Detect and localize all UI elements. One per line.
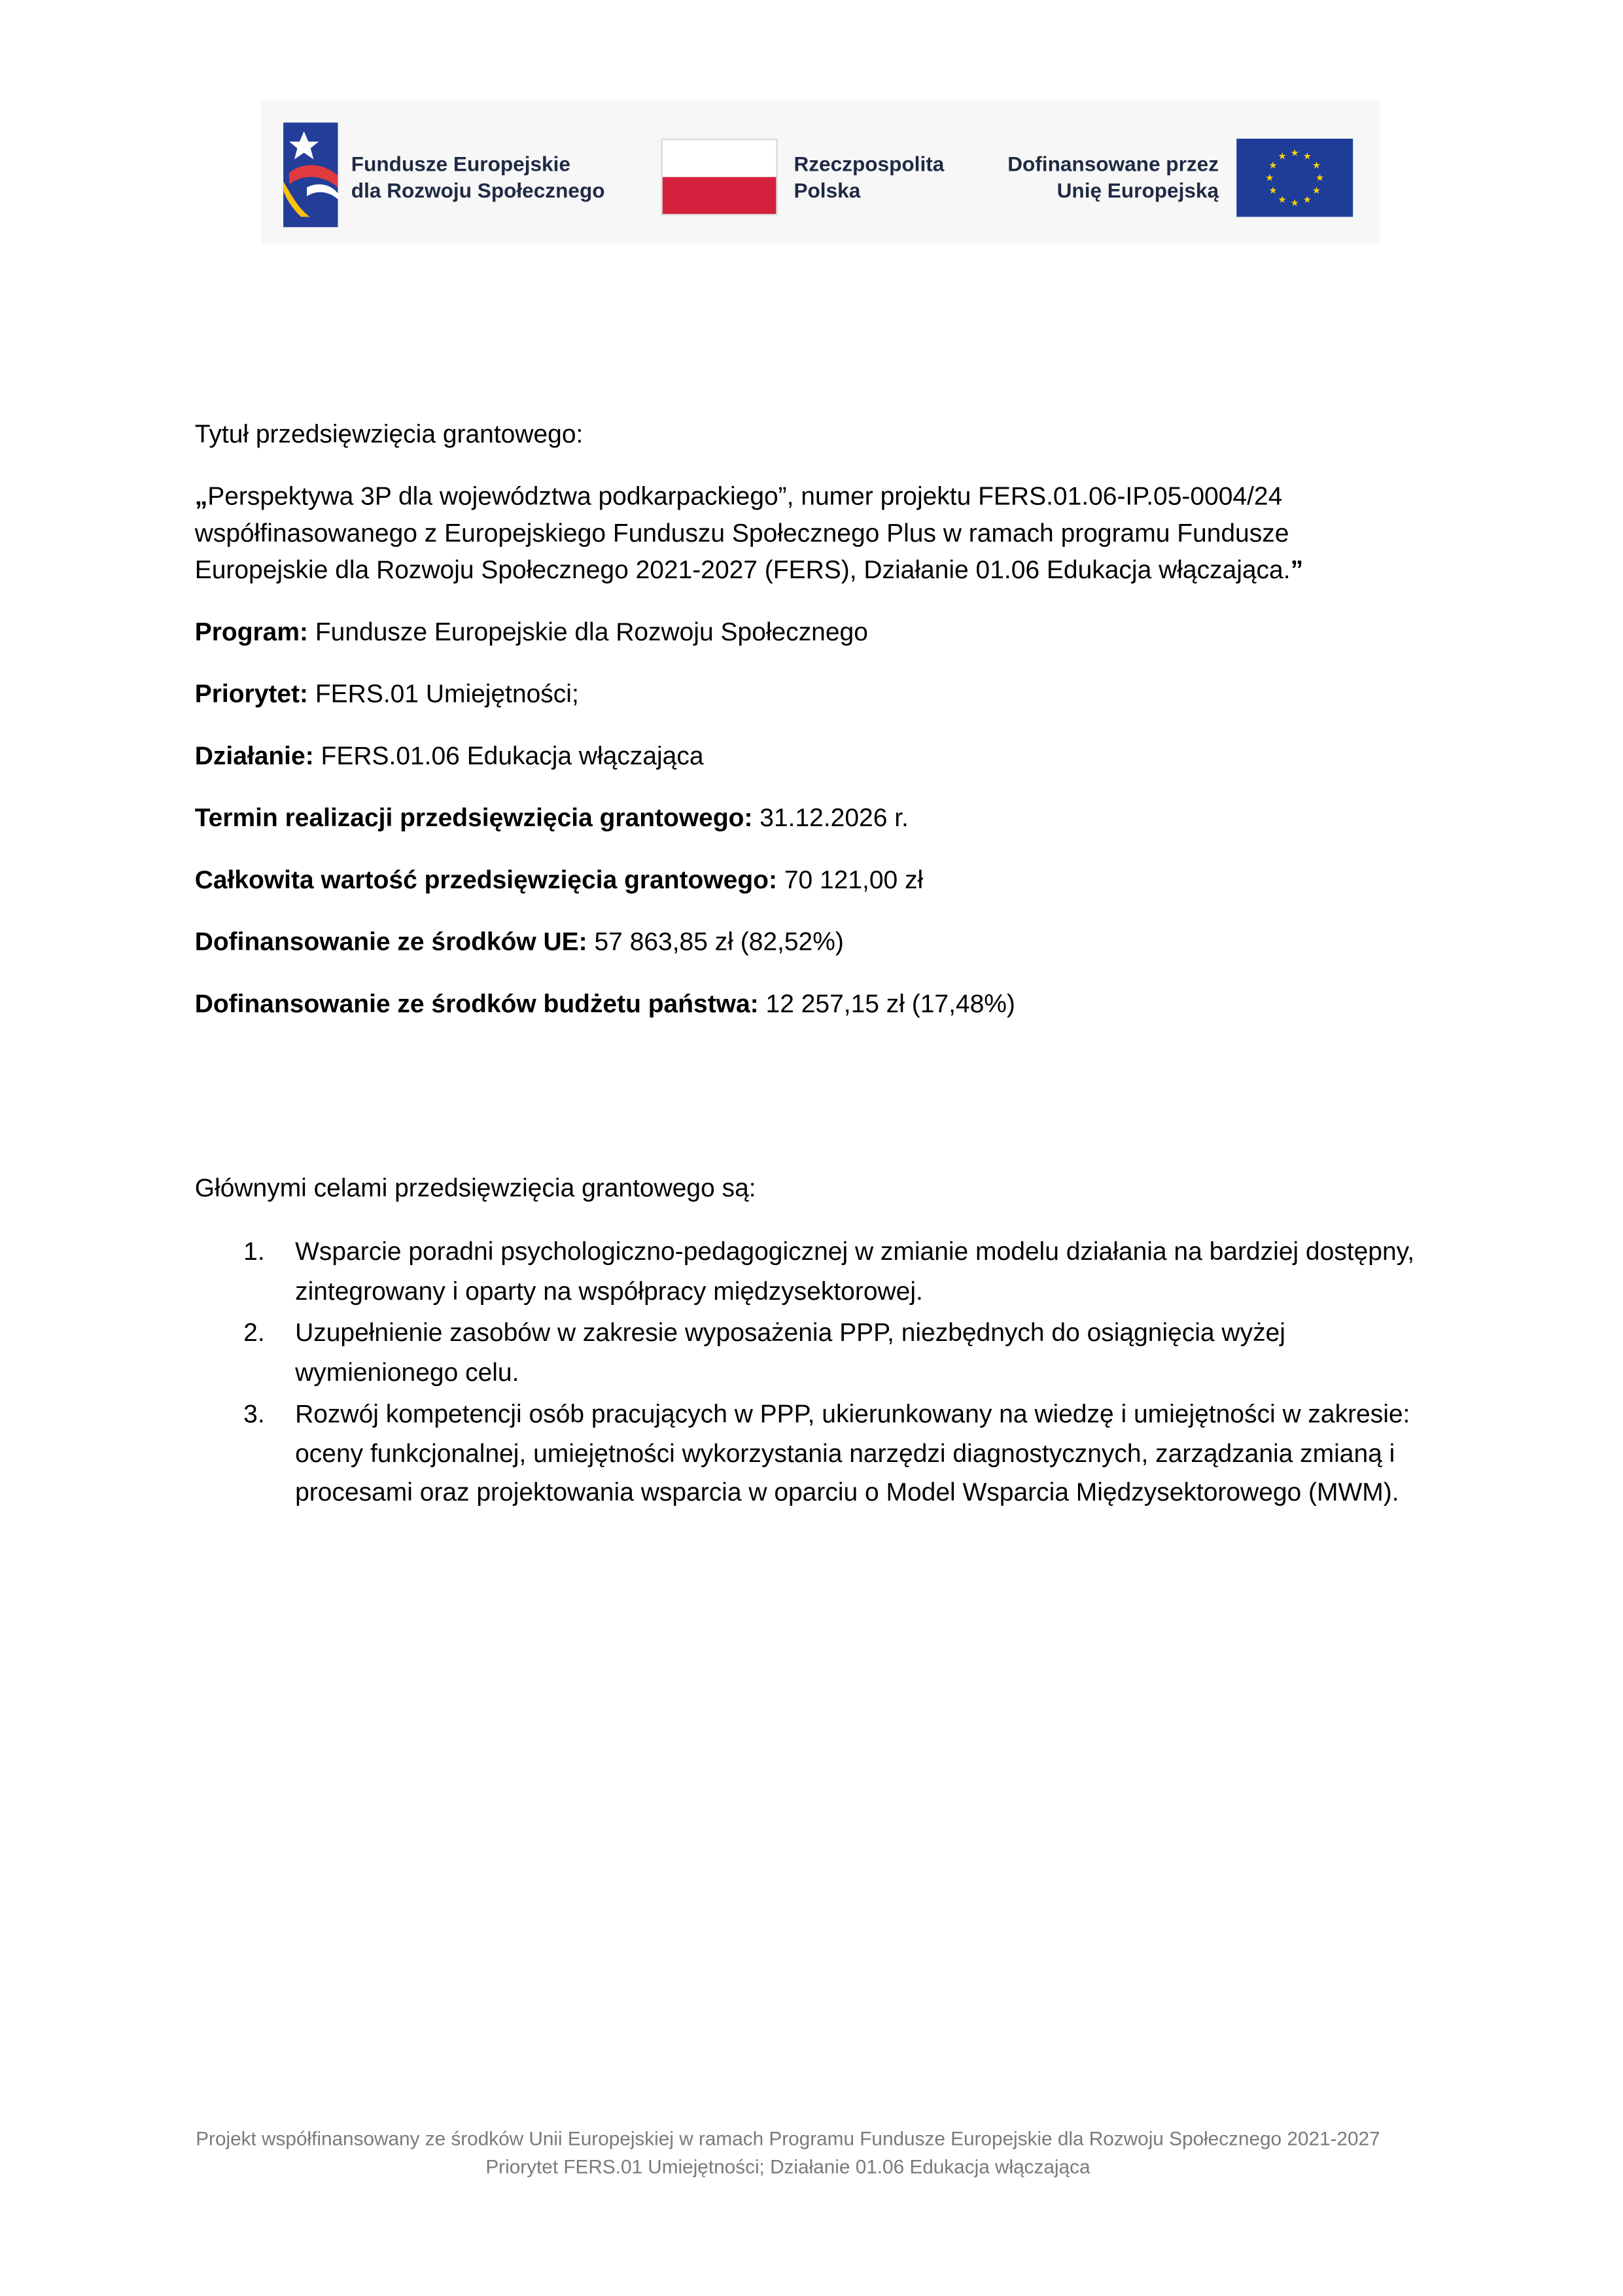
- list-item-text: Uzupełnienie zasobów w zakresie wyposażenia PPP, niezbędnych do osiągnięcia wyżej wymienionego celu.: [295, 1317, 1285, 1387]
- field-dofinansowanie-ue: [195, 924, 1420, 960]
- eu-star-icon: ★: [1268, 160, 1278, 171]
- list-item: [195, 1232, 1420, 1310]
- polish-flag-icon: [661, 139, 777, 215]
- eu-star-icon: ★: [1312, 185, 1321, 196]
- eu-star-icon: ★: [1278, 194, 1287, 205]
- eu-star-icon: ★: [1268, 185, 1278, 196]
- logo-bar: [261, 100, 1380, 245]
- field-label: Całkowita wartość przedsięwzięcia grantowego:: [194, 864, 777, 894]
- rzeczpospolita-polska-text: Rzeczpospolita Polska: [794, 152, 945, 203]
- field-label: Termin realizacji przedsięwzięcia grantowego:: [194, 802, 753, 833]
- field-label: Dofinansowanie ze środków budżetu państwa:: [194, 988, 759, 1018]
- field-label: Działanie:: [194, 740, 314, 771]
- field-value: Fundusze Europejskie dla Rozwoju Społecznego: [315, 616, 868, 646]
- eu-cofinancing-text: Dofinansowane przez Unię Europejską: [1007, 152, 1219, 203]
- field-dzialanie: [195, 738, 1420, 774]
- quote-close-mark: ”: [1290, 555, 1304, 585]
- list-item: [195, 1313, 1420, 1391]
- field-value: FERS.01.06 Edukacja włączająca: [321, 740, 704, 771]
- field-value: 70 121,00 zł: [784, 864, 924, 894]
- eu-star-icon: ★: [1315, 173, 1325, 184]
- list-number: 1.: [243, 1236, 265, 1266]
- eu-star-icon: ★: [1265, 173, 1274, 184]
- footer-line-2: Priorytet FERS.01 Umiejętności; Działanie 01.06 Edukacja włączająca: [485, 2155, 1091, 2178]
- fundusze-europejskie-logo-text: Fundusze Europejskie dla Rozwoju Społecznego: [351, 152, 605, 203]
- fundusze-europejskie-logo-icon: [283, 122, 338, 227]
- list-item-text: Wsparcie poradni psychologiczno-pedagogicznej w zmianie modelu działania na bardziej dostępny, zintegrowany i oparty na współpracy międzysektorowej.: [295, 1236, 1415, 1305]
- goals-list: [195, 1232, 1420, 1511]
- project-description-text: Perspektywa 3P dla województwa podkarpackiego”, numer projektu FERS.01.06-IP.05-0004/24 współfinasowanego z Europejskiego Funduszu Społecznego Plus w ramach programu Fundusze Europejskie dla Rozwoju Społecznego 2021-2027 (FERS), Działanie 01.06 Edukacja włączająca.: [194, 481, 1291, 585]
- eu-star-icon: ★: [1290, 148, 1299, 159]
- list-number: 3.: [243, 1399, 265, 1429]
- field-label: Program:: [194, 616, 309, 646]
- field-value: 57 863,85 zł (82,52%): [594, 926, 844, 956]
- field-value: 31.12.2026 r.: [759, 802, 909, 833]
- quote-open-mark: „: [194, 481, 208, 511]
- field-dofinansowanie-budzet: [195, 986, 1420, 1022]
- document-body: [195, 416, 1420, 1514]
- eu-star-icon: ★: [1312, 160, 1321, 171]
- field-label: Priorytet:: [194, 678, 309, 708]
- field-termin-realizacji: [195, 799, 1420, 836]
- list-item-text: Rozwój kompetencji osób pracujących w PPP, ukierunkowany na wiedzę i umiejętności w zakresie: oceny funkcjonalnej, umiejętności wykorzystania narzędzi diagnostycznych, zarządzania zmianą i procesami oraz projektowania wsparcia w oparciu o Model Wsparcia Międzysektorowego (MWM).: [295, 1399, 1410, 1506]
- list-item: [195, 1394, 1420, 1511]
- field-value: FERS.01 Umiejętności;: [315, 678, 579, 708]
- eu-star-icon: ★: [1302, 151, 1312, 162]
- project-title-label: Tytuł przedsięwzięcia grantowego:: [194, 419, 584, 449]
- field-label: Dofinansowanie ze środków UE:: [194, 926, 587, 956]
- list-number: 2.: [243, 1317, 265, 1348]
- field-calkowita-wartosc: [195, 861, 1420, 898]
- field-value: 12 257,15 zł (17,48%): [765, 988, 1015, 1018]
- eu-star-icon: ★: [1278, 151, 1287, 162]
- field-priorytet: [195, 676, 1420, 712]
- footer-line-1: Projekt współfinansowany ze środków Unii Europejskiej w ramach Programu Fundusze Europejskie dla Rozwoju Społecznego 2021-2027: [196, 2127, 1380, 2150]
- page-footer: [0, 2125, 1576, 2181]
- eu-flag-icon: [1236, 139, 1353, 217]
- project-description: [195, 478, 1420, 589]
- eu-star-icon: ★: [1302, 194, 1312, 205]
- field-program: [195, 614, 1420, 650]
- goals-intro: Głównymi celami przedsięwzięcia grantowego są:: [194, 1173, 756, 1203]
- eu-star-icon: ★: [1290, 198, 1299, 209]
